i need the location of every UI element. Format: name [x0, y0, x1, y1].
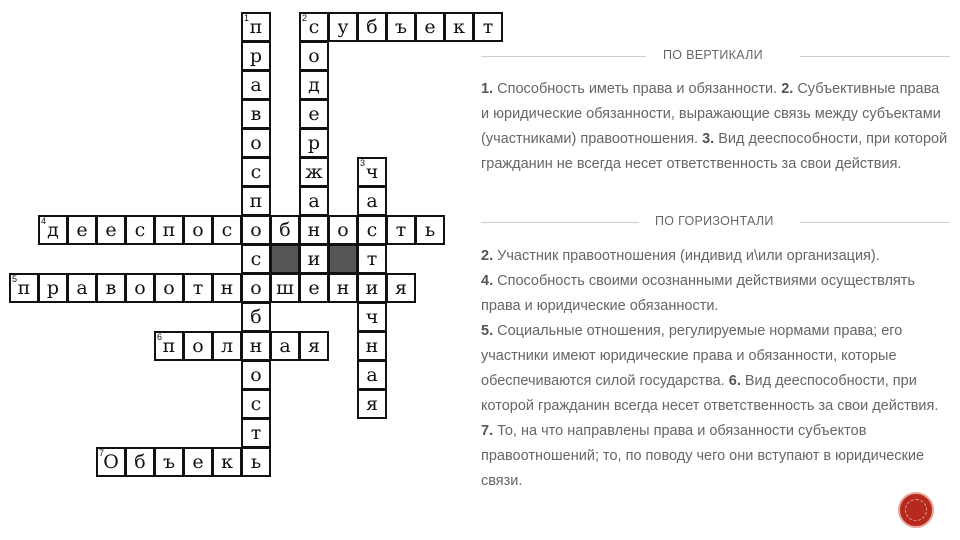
clue-paragraph: [481, 269, 951, 319]
clue-number: 4.: [481, 273, 494, 289]
clue-text: Способность своими осознанными действиями осуществлять права и юридические обязанности.: [481, 273, 915, 314]
crossword-cell: [125, 273, 155, 303]
cell-letter: с: [366, 218, 378, 241]
vertical-heading: ПО ВЕРТИКАЛИ: [663, 48, 763, 62]
divider: [800, 222, 950, 223]
cell-letter: в: [105, 276, 117, 299]
crossword-cell: [241, 157, 271, 187]
crossword-cell: [241, 331, 271, 361]
clue-text: Социальные отношения, регулируемые нормами права; его участники имеют юридические права и обязанности, которые обеспечиваются силой государства.: [481, 323, 903, 389]
crossword-cell: [212, 273, 242, 303]
cell-letter: с: [308, 15, 320, 38]
crossword-cell: [299, 128, 329, 158]
divider: [481, 222, 639, 223]
cell-letter: р: [46, 276, 60, 299]
cell-letter: е: [424, 15, 436, 38]
cell-letter: и: [307, 247, 321, 270]
clue-number-label: 5: [12, 274, 18, 284]
clue-number: 7.: [481, 423, 494, 439]
clue-text: Вид дееспособности, при которой гражданин всегда несет ответственность за свои действия.: [481, 373, 939, 414]
cell-letter: а: [366, 189, 378, 212]
cell-letter: я: [395, 276, 407, 299]
crossword-cell: [357, 186, 387, 216]
cell-letter: б: [366, 15, 378, 38]
crossword-cell: [357, 215, 387, 245]
cell-letter: ч: [365, 305, 379, 328]
crossword-cell: [241, 389, 271, 419]
cell-letter: б: [250, 305, 262, 328]
crossword-cell: [241, 215, 271, 245]
crossword-cell: [415, 215, 445, 245]
crossword-cell: [241, 244, 271, 274]
clue-number-label: 2: [302, 13, 308, 23]
crossword-cell: [299, 99, 329, 129]
clue-number: 2.: [481, 248, 494, 264]
crossword-cell: [241, 128, 271, 158]
crossword-cell: [357, 389, 387, 419]
cell-letter: к: [221, 450, 233, 473]
crossword-cell: [241, 273, 271, 303]
cell-letter: ш: [276, 276, 294, 299]
clue-text: Вид дееспособности, при которой гражданин не всегда несет ответственность за свои действия.: [481, 131, 948, 172]
clue-number: 2.: [781, 81, 794, 97]
cell-letter: с: [221, 218, 233, 241]
clue-number: 3.: [702, 131, 715, 147]
cell-letter: с: [250, 392, 262, 415]
cell-letter: р: [249, 44, 263, 67]
cell-letter: п: [17, 276, 31, 299]
clue-number-label: 6: [157, 332, 163, 342]
clue-number-label: 7: [99, 448, 105, 458]
crossword-cell: [328, 273, 358, 303]
cell-letter: н: [307, 218, 321, 241]
divider: [800, 56, 950, 57]
crossword-cell: [212, 215, 242, 245]
crossword-cell: [96, 273, 126, 303]
crossword-cell: [183, 273, 213, 303]
horizontal-heading: ПО ГОРИЗОНТАЛИ: [655, 214, 774, 228]
cell-letter: е: [308, 102, 320, 125]
cell-letter: т: [395, 218, 407, 241]
crossword-cell: [299, 186, 329, 216]
clue-number-label: 4: [41, 216, 47, 226]
cell-letter: о: [250, 218, 262, 241]
crossword-cell: [125, 215, 155, 245]
cell-letter: н: [249, 334, 263, 357]
crossword-cell: [212, 331, 242, 361]
crossword-cell: [299, 244, 329, 274]
crossword-cell: [299, 331, 329, 361]
cell-letter: о: [192, 334, 204, 357]
crossword-cell: [299, 70, 329, 100]
shaded-cell: [270, 244, 300, 274]
crossword-cell: [154, 273, 184, 303]
cell-letter: о: [163, 276, 175, 299]
cell-letter: т: [482, 15, 494, 38]
cell-letter: д: [47, 218, 59, 241]
crossword-cell: [183, 447, 213, 477]
cell-letter: с: [250, 160, 262, 183]
clue-number: 6.: [728, 373, 741, 389]
crossword-cell: [328, 215, 358, 245]
vertical-clues: [481, 77, 951, 177]
crossword-cell: [241, 418, 271, 448]
cell-letter: п: [162, 218, 176, 241]
crossword-cell: [270, 273, 300, 303]
crossword-cell: [241, 360, 271, 390]
crossword-cell: [183, 331, 213, 361]
cell-letter: о: [308, 44, 320, 67]
cell-letter: т: [250, 421, 262, 444]
cell-letter: с: [250, 247, 262, 270]
cell-letter: т: [366, 247, 378, 270]
cell-letter: е: [192, 450, 204, 473]
crossword-cell: [241, 12, 271, 42]
cell-letter: ь: [424, 218, 436, 241]
clue-paragraph: [481, 319, 951, 494]
cell-letter: ж: [305, 160, 323, 183]
cell-letter: л: [220, 334, 234, 357]
crossword-cell: [299, 157, 329, 187]
crossword-cell: [357, 360, 387, 390]
cell-letter: ь: [250, 450, 262, 473]
crossword-cell: [38, 215, 68, 245]
crossword-cell: [154, 215, 184, 245]
crossword-cell: [96, 447, 126, 477]
cell-letter: О: [103, 450, 119, 473]
crossword-cell: [241, 447, 271, 477]
crossword-cell: [299, 12, 329, 42]
crossword-cell: [154, 331, 184, 361]
horizontal-clues: [481, 244, 951, 494]
cell-letter: е: [308, 276, 320, 299]
cell-letter: я: [308, 334, 320, 357]
crossword-cell: [96, 215, 126, 245]
crossword-cell: [299, 215, 329, 245]
cell-letter: а: [250, 73, 262, 96]
clue-number-label: 3: [360, 158, 366, 168]
crossword-cell: [357, 302, 387, 332]
cell-letter: д: [308, 73, 320, 96]
cell-letter: о: [250, 276, 262, 299]
crossword-cell: [386, 215, 416, 245]
clue-text: То, на что направлены права и обязанности субъектов правоотношений; то, по поводу чего они вступают в юридические связи.: [481, 423, 925, 489]
cell-letter: н: [220, 276, 234, 299]
cell-letter: е: [105, 218, 117, 241]
crossword-cell: [241, 41, 271, 71]
cell-letter: п: [162, 334, 176, 357]
cell-letter: а: [366, 363, 378, 386]
crossword-cell: [270, 331, 300, 361]
crossword-cell: [415, 12, 445, 42]
cell-letter: т: [192, 276, 204, 299]
cell-letter: к: [453, 15, 465, 38]
cell-letter: в: [250, 102, 262, 125]
cell-letter: о: [337, 218, 349, 241]
cell-letter: н: [336, 276, 350, 299]
crossword-cell: [154, 447, 184, 477]
crossword-cell: [241, 302, 271, 332]
cell-letter: а: [76, 276, 88, 299]
clue-number: 1.: [481, 81, 494, 97]
crossword-cell: [67, 215, 97, 245]
crossword-cell: [357, 12, 387, 42]
crossword-cell: [386, 273, 416, 303]
cell-letter: я: [366, 392, 378, 415]
crossword-cell: [241, 99, 271, 129]
cell-letter: а: [308, 189, 320, 212]
cell-letter: у: [337, 15, 349, 38]
crossword-cell: [357, 331, 387, 361]
crossword-cell: [299, 273, 329, 303]
cell-letter: о: [192, 218, 204, 241]
crossword-cell: [212, 447, 242, 477]
crossword-cell: [67, 273, 97, 303]
crossword-cell: [444, 12, 474, 42]
crossword-cell: [357, 244, 387, 274]
cell-letter: ч: [365, 160, 379, 183]
cell-letter: о: [250, 131, 262, 154]
crossword-cell: [270, 215, 300, 245]
crossword-cell: [357, 273, 387, 303]
cell-letter: о: [134, 276, 146, 299]
cell-letter: а: [279, 334, 291, 357]
crossword-cell: [299, 41, 329, 71]
crossword-cell: [386, 12, 416, 42]
clue-text: Участник правоотношения (индивид и\или организация).: [493, 248, 880, 264]
cell-letter: ъ: [394, 15, 408, 38]
crossword-cell: [241, 186, 271, 216]
clue-text: Субъективные права и юридические обязанности, выражающие связь между субъектами (участниками) правоотношения.: [481, 81, 941, 147]
clue-paragraph: [481, 244, 951, 269]
crossword-cell: [125, 447, 155, 477]
cell-letter: п: [249, 189, 263, 212]
logo-icon: [898, 492, 934, 528]
cell-letter: р: [307, 131, 321, 154]
crossword-cell: [473, 12, 503, 42]
cell-letter: и: [365, 276, 379, 299]
clue-text: Способность иметь права и обязанности.: [493, 81, 782, 97]
cell-letter: о: [250, 363, 262, 386]
cell-letter: п: [249, 15, 263, 38]
crossword-cell: [183, 215, 213, 245]
shaded-cell: [328, 244, 358, 274]
crossword-cell: [357, 157, 387, 187]
cell-letter: б: [134, 450, 146, 473]
cell-letter: ъ: [162, 450, 176, 473]
clue-paragraph: [481, 77, 951, 177]
cell-letter: е: [76, 218, 88, 241]
divider: [481, 56, 646, 57]
crossword-cell: [9, 273, 39, 303]
crossword-cell: [328, 12, 358, 42]
crossword-cell: [241, 70, 271, 100]
clue-number: 5.: [481, 323, 494, 339]
cell-letter: н: [365, 334, 379, 357]
cell-letter: с: [134, 218, 146, 241]
cell-letter: б: [279, 218, 291, 241]
clue-number-label: 1: [244, 13, 250, 23]
crossword-cell: [38, 273, 68, 303]
